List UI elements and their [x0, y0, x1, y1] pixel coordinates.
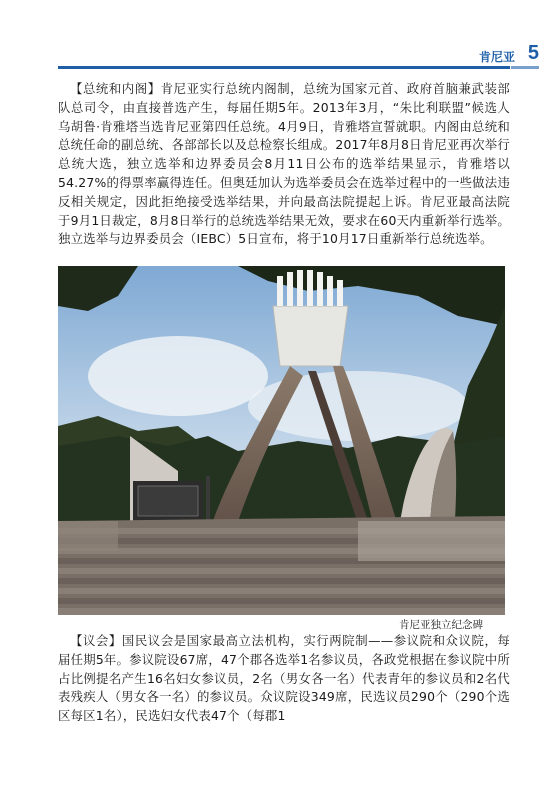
paragraph-heading: 【总统和内阁】 — [70, 81, 161, 96]
paragraph-body: 肯尼亚实行总统内阁制，总统为国家元首、政府首脑兼武装部队总司令，由直接普选产生，每届任期5年。2013年3月，“朱比利联盟”候选人乌胡鲁·肯雅塔当选肯尼亚第四任总统。4月9日，肯雅塔宣誓就职。内阁由总统和总统任命的副总统、各部部长以及总检察长组成。2017年8月8日肯尼亚再次举行总统大选，独立选举和边界委员会8月11日公布的选举结果显示，肯雅塔以54.27%的得票率赢得连任。但奥廷加认为选举委员会在选举过程中的一些做法违反相关规定，因此拒绝接受选举结果，并向最高法院提起上诉。肯尼亚最高法院于9月1日裁定，8月8日举行的总统选举结果无效，要求在60天内重新举行选举。独立选举与边界委员会（IEBC）5日宣布，将于10月17日重新举行总统选举。 — [58, 81, 510, 247]
photo-caption: 肯尼亚独立纪念碑 — [399, 619, 483, 631]
paragraph-body: 国民议会是国家最高立法机构，实行两院制——参议院和众议院，每届任期5年。参议院设67席，47个郡各选举1名参议员，各政党根据在参议院中所占比例提名产生16名妇女参议员，2名（男女各一名）代表青年的参议员和2名代表残疾人（男女各一名）的参议员。众议院设349席，民选议员290个（290个选区每区1名），民选妇女代表47个（每郡1 — [58, 633, 510, 724]
header-rule-end — [511, 66, 539, 69]
monument-photo — [58, 266, 505, 615]
paragraph-president-cabinet — [58, 80, 510, 249]
page-number: 5 — [527, 42, 539, 64]
header-rule — [58, 66, 510, 69]
paragraph-parliament — [58, 632, 510, 726]
section-title: 肯尼亚 — [478, 50, 515, 64]
paragraph-heading: 【议会】 — [70, 633, 122, 648]
page-header — [0, 0, 559, 78]
